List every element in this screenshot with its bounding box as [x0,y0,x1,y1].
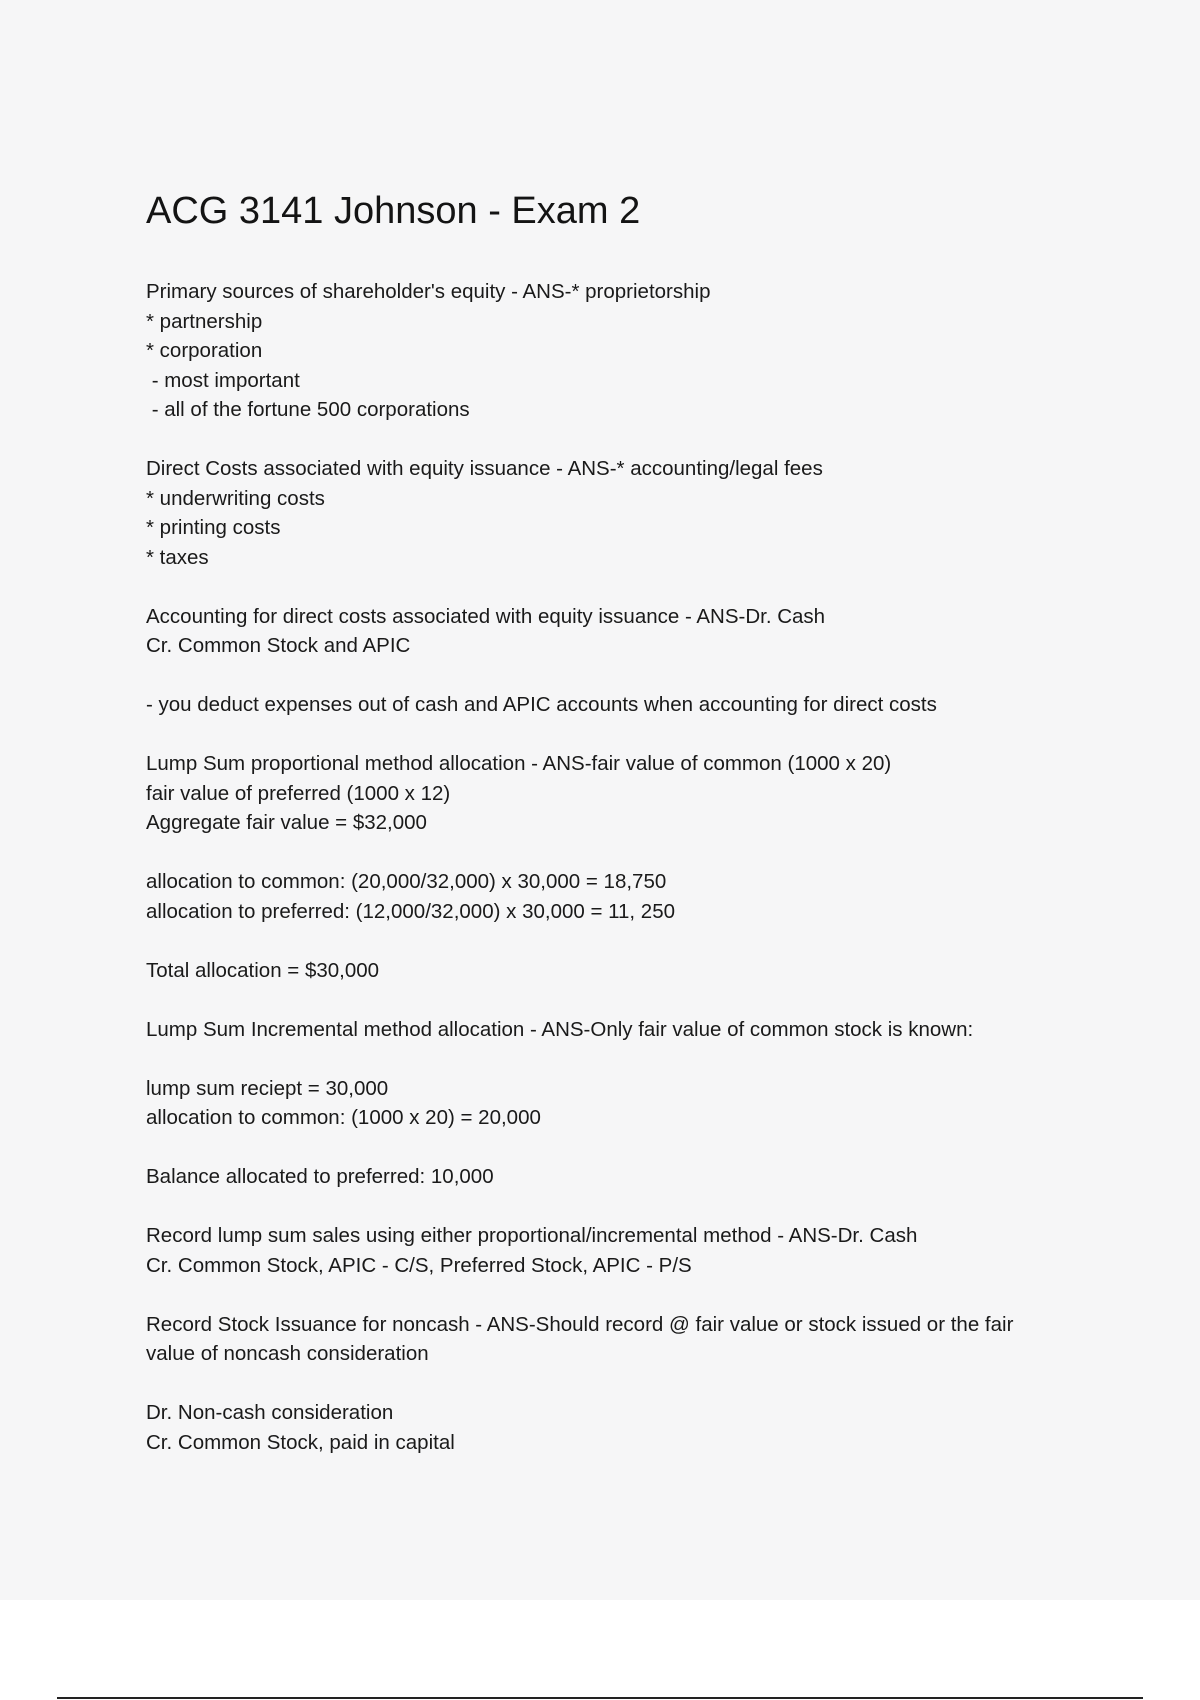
entry-spacer [146,1369,1106,1399]
entry-line: fair value of preferred (1000 x 12) [146,781,451,805]
entry-spacer [146,1044,1106,1074]
entry-line: Cr. Common Stock, APIC - C/S, Preferred Stock, APIC - P/S [146,1253,692,1277]
entry-line: - you deduct expenses out of cash and APIC accounts when accounting for direct costs [146,693,937,716]
entry-line: * underwriting costs [146,486,325,510]
entry-spacer [146,661,1106,691]
entry-line: Lump Sum proportional method allocation - ANS-fair value of common (1000 x 20) [146,752,892,775]
entry-line: Primary sources of shareholder's equity - ANS-* proprietorship [146,280,711,303]
qa-entry [146,1310,1106,1458]
entry-line: Accounting for direct costs associated with equity issuance - ANS-Dr. Cash [146,604,826,628]
entry-line: Total allocation = $30,000 [146,958,380,982]
document-content [146,186,1106,1487]
qa-entry [146,1221,1106,1280]
entry-spacer [146,1133,1106,1163]
qa-entry [146,602,1106,720]
entry-line: Cr. Common Stock and APIC [146,634,411,657]
entry-line: allocation to common: (20,000/32,000) x 30,000 = 18,750 [146,870,667,893]
entry-line: Lump Sum Incremental method allocation - ANS-Only fair value of common stock is known: [146,1017,974,1041]
entry-line: lump sum reciept = 30,000 [146,1076,389,1100]
entry-line: * printing costs [146,516,281,539]
entry-line: Cr. Common Stock, paid in capital [146,1430,455,1454]
footer-divider [57,1697,1143,1699]
entry-line: Dr. Non-cash consideration [146,1401,394,1424]
entry-line: Aggregate fair value = $32,000 [146,811,427,834]
entry-line: - all of the fortune 500 corporations [146,398,470,421]
entry-spacer [146,926,1106,956]
qa-entry [146,1015,1106,1192]
entry-spacer [146,838,1106,868]
qa-entry [146,749,1106,985]
document-title: ACG 3141 Johnson - Exam 2 [146,190,641,232]
entry-line: - most important [146,368,300,392]
entry-line: Direct Costs associated with equity issuance - ANS-* accounting/legal fees [146,457,823,480]
entry-line: Record lump sum sales using either proportional/incremental method - ANS-Dr. Cash [146,1224,918,1247]
entry-line: allocation to common: (1000 x 20) = 20,000 [146,1106,541,1129]
entry-line: * taxes [146,545,209,569]
entry-line: value of noncash consideration [146,1342,429,1365]
entry-line: allocation to preferred: (12,000/32,000) x 30,000 = 11, 250 [146,899,676,923]
qa-entry [146,277,1106,425]
entry-line: * partnership [146,309,263,333]
entry-line: * corporation [146,339,263,362]
entry-line: Balance allocated to preferred: 10,000 [146,1165,494,1188]
qa-list [146,277,1106,1457]
entry-line: Record Stock Issuance for noncash - ANS-Should record @ fair value or stock issued or the fair [146,1312,1014,1336]
qa-entry [146,454,1106,572]
